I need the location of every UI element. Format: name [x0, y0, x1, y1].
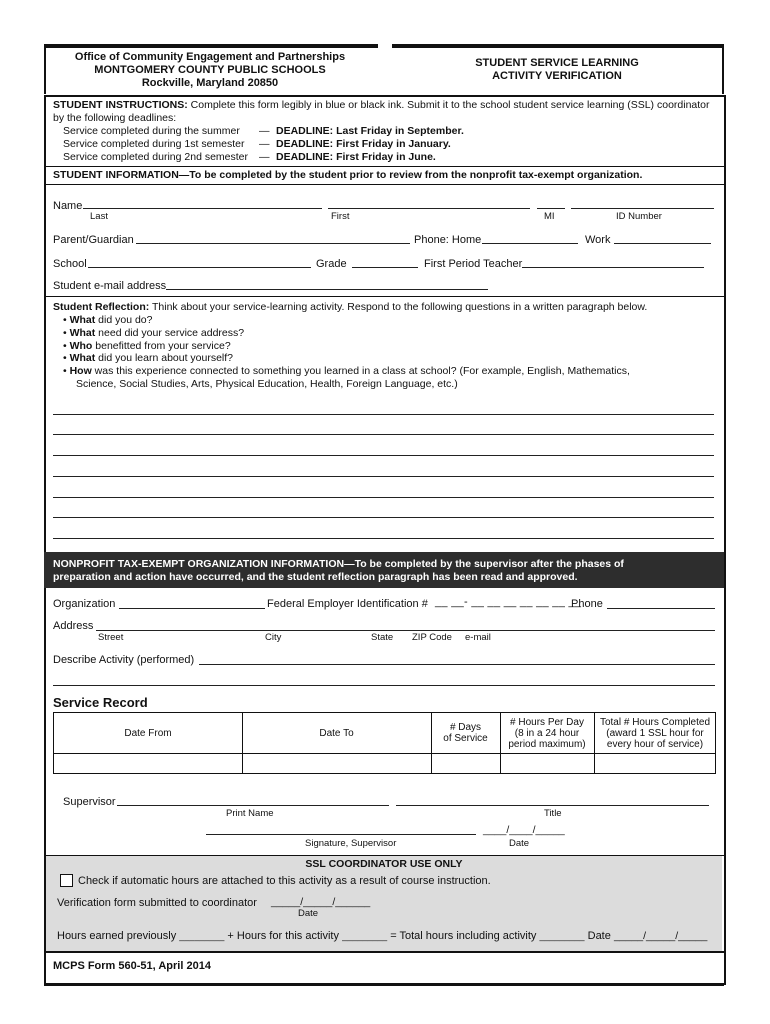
total-hours-label: = Total hours including activity	[390, 930, 537, 942]
question-keyword: What	[69, 352, 96, 365]
work-label: Work	[585, 234, 611, 246]
grade-field[interactable]	[352, 267, 418, 268]
verification-date-field[interactable]: _____/_____/______	[271, 896, 371, 908]
coordinator-date-field[interactable]: _____/_____/_____	[613, 930, 708, 942]
title-caption: Title	[544, 808, 562, 819]
service-record-title: Service Record	[53, 695, 148, 710]
list-item: • What need did your service address?	[63, 326, 245, 339]
question-text: did you learn about yourself?	[95, 352, 234, 365]
col-total-hours	[594, 717, 716, 750]
form-title-line-1: STUDENT SERVICE LEARNING	[475, 57, 639, 69]
phone-label: Phone	[571, 598, 603, 610]
automatic-hours-label: Check if automatic hours are attached to this activity as a result of course instruction.	[78, 875, 491, 887]
id-caption: ID Number	[616, 211, 662, 222]
list-item: • Who benefitted from your service?	[63, 339, 231, 352]
print-name-caption: Print Name	[226, 808, 274, 819]
last-caption: Last	[90, 211, 108, 222]
hours-activity-label: + Hours for this activity	[227, 930, 339, 942]
org-info-bar	[44, 552, 724, 588]
col-days	[431, 722, 500, 744]
reflection-line[interactable]	[53, 517, 714, 518]
frame-top-rule	[44, 95, 724, 97]
work-phone-field[interactable]	[614, 243, 711, 244]
list-item: • How was this experience connected to something you learned in a class at school? (For example, English, Mathematics,	[63, 365, 630, 378]
address-field[interactable]	[96, 630, 715, 631]
form-title-line-2: ACTIVITY VERIFICATION	[492, 70, 622, 82]
date-caption: Date	[509, 838, 530, 849]
state-caption: State	[371, 632, 394, 643]
phone-home-field[interactable]	[482, 243, 578, 244]
rule	[44, 166, 724, 167]
col-total-line: every hour of service)	[606, 739, 704, 750]
question-text: benefitted from your service?	[92, 339, 231, 352]
rule	[44, 184, 724, 185]
question-continuation: Science, Social Studies, Arts, Physical Education, Health, Foreign Language, etc.)	[76, 377, 458, 390]
name-label: Name	[53, 200, 83, 212]
instructions-label: STUDENT INSTRUCTIONS:	[53, 99, 188, 111]
dash: —	[259, 125, 270, 137]
question-keyword: Who	[69, 339, 93, 352]
reflection-text: Think about your service-learning activity. Respond to the following questions in a written paragraph below.	[151, 301, 648, 313]
col-days-line: # Days	[449, 722, 482, 733]
question-keyword: What	[69, 326, 96, 339]
organization-label: Organization	[53, 598, 116, 610]
reflection-line[interactable]	[53, 538, 714, 539]
supervisor-signature-field[interactable]	[206, 834, 476, 835]
deadline-period: Service completed during 1st semester	[63, 137, 245, 150]
hours-summary-row	[57, 930, 707, 942]
supervisor-title-field[interactable]	[396, 805, 709, 806]
col-total-line: (award 1 SSL hour for	[606, 728, 704, 739]
zip-caption: ZIP Code	[412, 632, 452, 643]
question-text: need did your service address?	[95, 326, 245, 339]
school-field[interactable]	[88, 267, 311, 268]
frame-bottom-rule	[44, 983, 724, 986]
describe-activity-field[interactable]	[199, 664, 715, 665]
question-text: was this experience connected to something you learned in a class at school? (For example, English, Mathematics,	[91, 365, 630, 378]
col-hpd-line: (8 in a 24 hour	[514, 728, 580, 739]
deadline-dashes	[259, 125, 270, 163]
email-caption: e-mail	[465, 632, 491, 643]
school-label: School	[53, 258, 87, 270]
signature-caption: Signature, Supervisor	[305, 838, 397, 849]
question-text: did you do?	[95, 314, 153, 326]
deadline-period: Service completed during 2nd semester	[63, 150, 249, 163]
describe-activity-field-2[interactable]	[53, 685, 715, 686]
reflection-line[interactable]	[53, 414, 714, 415]
district-address: Rockville, Maryland 20850	[141, 77, 279, 89]
district-name: MONTGOMERY COUNTY PUBLIC SCHOOLS	[94, 64, 326, 76]
student-instructions	[53, 99, 718, 124]
question-keyword: What	[69, 314, 96, 326]
student-email-field[interactable]	[166, 289, 488, 290]
reflection-line[interactable]	[53, 455, 714, 456]
deadline-date: DEADLINE: First Friday in June.	[276, 150, 436, 163]
verification-date-caption: Date	[298, 908, 319, 919]
deadline-dates	[276, 125, 464, 163]
reflection-line[interactable]	[53, 476, 714, 477]
instructions-text: Complete this form legibly in blue or black ink. Submit it to the school student service learning (SSL) coordinator	[190, 99, 710, 111]
automatic-hours-checkbox[interactable]	[60, 874, 73, 887]
reflection-prompt	[53, 301, 718, 314]
col-hpd-line: # Hours Per Day	[510, 717, 584, 728]
supervisor-date-field[interactable]: ____/____/_____	[483, 824, 565, 836]
id-number-field[interactable]	[571, 208, 714, 209]
form-title	[392, 57, 722, 83]
org-bar-line-1: NONPROFIT TAX-EXEMPT ORGANIZATION INFORMATION—To be completed by the supervisor after the phases of	[53, 558, 624, 570]
parent-field[interactable]	[136, 243, 410, 244]
supervisor-label: Supervisor	[63, 796, 116, 808]
dash: —	[259, 137, 270, 150]
dash: —	[259, 150, 270, 163]
deadline-date: DEADLINE: Last Friday in September.	[276, 125, 464, 137]
office-name: Office of Community Engagement and Partnerships	[74, 51, 346, 63]
instructions-text-2: by the following deadlines:	[53, 111, 177, 124]
first-period-field[interactable]	[522, 267, 704, 268]
address-label: Address	[53, 620, 94, 632]
coordinator-date-label: Date	[587, 930, 611, 942]
describe-activity-label: Describe Activity (performed)	[53, 654, 195, 666]
rule	[44, 951, 724, 953]
col-hours-per-day	[500, 717, 594, 750]
parent-label: Parent/Guardian	[53, 234, 134, 246]
reflection-line[interactable]	[53, 434, 714, 435]
hours-previous-field[interactable]: _________	[179, 931, 225, 941]
form-frame	[44, 95, 726, 985]
table-header-rule	[54, 753, 715, 754]
form-number: MCPS Form 560-51, April 2014	[53, 960, 211, 972]
first-name-field[interactable]	[328, 208, 530, 209]
list-item: • What did you learn about yourself?	[63, 352, 234, 365]
fein-field[interactable]: __ __- __ __ __ __ __ __ __	[435, 596, 582, 608]
table-divider	[242, 713, 243, 773]
hours-previous-label: Hours earned previously	[57, 930, 177, 942]
total-hours-field[interactable]: _________	[539, 931, 585, 941]
service-record-table	[53, 712, 716, 774]
supervisor-print-name-field[interactable]	[117, 805, 389, 806]
first-caption: First	[331, 211, 350, 222]
col-days-line: of Service	[443, 733, 488, 744]
rule	[44, 296, 724, 297]
reflection-line[interactable]	[53, 497, 714, 498]
col-date-to: Date To	[319, 728, 354, 739]
phone-home-label: Phone: Home	[414, 234, 482, 246]
coordinator-heading: SSL COORDINATOR USE ONLY	[305, 858, 463, 870]
question-keyword: How	[69, 365, 92, 378]
mi-caption: MI	[544, 211, 555, 222]
fein-label: Federal Employer Identification #	[267, 598, 428, 610]
first-period-label: First Period Teacher	[424, 258, 523, 270]
last-name-field[interactable]	[83, 208, 322, 209]
organization-field[interactable]	[119, 608, 265, 609]
city-caption: City	[265, 632, 282, 643]
hours-activity-field[interactable]: _________	[342, 931, 388, 941]
street-caption: Street	[98, 632, 124, 643]
reflection-questions	[63, 314, 713, 391]
email-label: Student e-mail address	[53, 280, 167, 292]
header-office-block	[44, 51, 376, 90]
org-bar-line-2: preparation and action have occurred, and the student reflection paragraph has been read and approved.	[53, 570, 578, 583]
deadline-periods	[63, 125, 248, 163]
col-hpd-line: period maximum)	[508, 739, 586, 750]
deadline-period: Service completed during the summer	[63, 125, 240, 137]
student-info-bar: STUDENT INFORMATION—To be completed by the student prior to review from the nonprofit tax-exempt organization.	[53, 169, 643, 181]
col-date-from: Date From	[124, 728, 172, 739]
list-item: • What did you do?	[63, 314, 153, 326]
org-phone-field[interactable]	[607, 608, 715, 609]
deadline-date: DEADLINE: First Friday in January.	[276, 137, 451, 150]
col-total-line: Total # Hours Completed	[599, 717, 711, 728]
grade-label: Grade	[316, 258, 347, 270]
verification-label: Verification form submitted to coordinator	[57, 897, 257, 909]
mi-field[interactable]	[537, 208, 565, 209]
reflection-label: Student Reflection:	[53, 301, 150, 313]
